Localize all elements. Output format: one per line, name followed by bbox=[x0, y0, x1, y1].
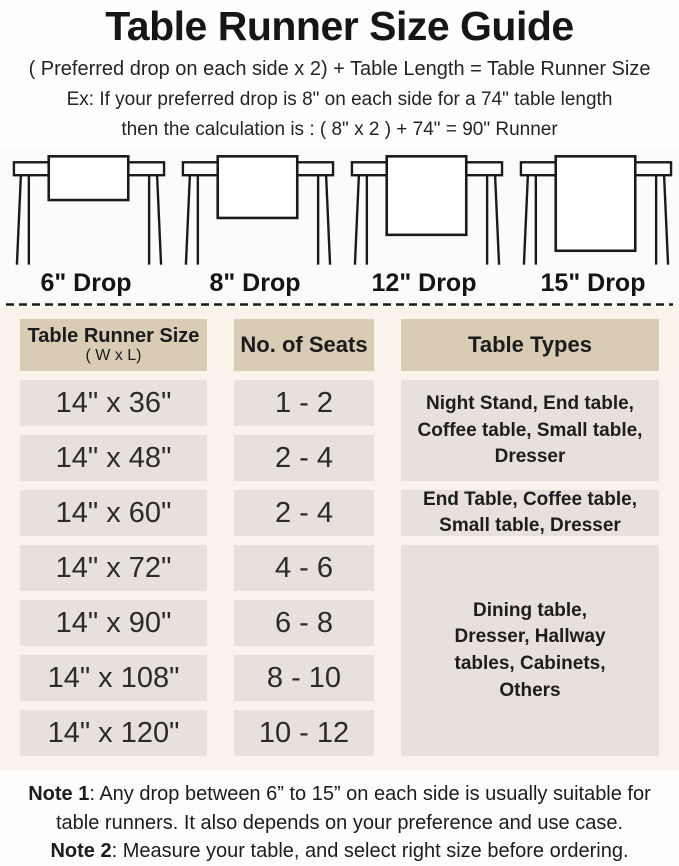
seats-cell: 1 - 2 bbox=[234, 380, 374, 426]
seats-cell: 2 - 4 bbox=[234, 435, 374, 481]
note-2-text: : Measure your table, and select right size before ordering. bbox=[111, 840, 629, 863]
size-guide-table bbox=[0, 307, 679, 770]
header-table-types: Table Types bbox=[401, 319, 659, 371]
notes-section bbox=[0, 770, 679, 865]
drop-label-15in: 15" Drop bbox=[540, 269, 646, 298]
header-runner-size bbox=[20, 319, 207, 371]
dashed-divider bbox=[0, 302, 679, 307]
title-block bbox=[0, 0, 679, 142]
table-runner-drawing-icon bbox=[340, 153, 509, 265]
seats-cell: 4 - 6 bbox=[234, 545, 374, 591]
table-illustration-8in-drop bbox=[171, 153, 340, 265]
drop-label-row bbox=[0, 265, 679, 302]
header-runner-size-sub: ( W x L) bbox=[85, 347, 142, 365]
seats-cell: 8 - 10 bbox=[234, 655, 374, 701]
size-cell: 14" x 90" bbox=[20, 600, 207, 646]
note-1 bbox=[6, 780, 673, 837]
drop-label-12in: 12" Drop bbox=[371, 269, 477, 298]
note-1-label: Note 1 bbox=[28, 783, 90, 806]
table-illustration-15in-drop bbox=[509, 153, 678, 265]
table-illustration-12in-drop bbox=[340, 153, 509, 265]
types-cell-group-1: Night Stand, End table, Coffee table, Small table, Dresser bbox=[401, 380, 659, 481]
seats-cell: 2 - 4 bbox=[234, 490, 374, 536]
illustration-row bbox=[0, 147, 679, 265]
table-runner-drawing-icon bbox=[509, 153, 678, 265]
size-cell: 14" x 108" bbox=[20, 655, 207, 701]
note-2 bbox=[6, 837, 673, 865]
header-no-of-seats: No. of Seats bbox=[234, 319, 374, 371]
drop-label-6in: 6" Drop bbox=[40, 269, 132, 298]
size-cell: 14" x 36" bbox=[20, 380, 207, 426]
header-runner-size-title: Table Runner Size bbox=[27, 325, 200, 348]
table-runner-drawing-icon bbox=[2, 153, 171, 265]
note-1-text: : Any drop between 6” to 15” on each side is usually suitable for table runners. It also depends on your preference and use case. bbox=[55, 783, 651, 834]
table-illustration-6in-drop bbox=[2, 153, 171, 265]
size-cell: 14" x 120" bbox=[20, 710, 207, 756]
size-cell: 14" x 48" bbox=[20, 435, 207, 481]
example-line-2: then the calculation is : ( 8" x 2 ) + 74" = 90" Runner bbox=[121, 118, 558, 140]
example-line-1: Ex: If your preferred drop is 8" on each side for a 74" table length bbox=[66, 89, 613, 111]
table-runner-drawing-icon bbox=[171, 153, 340, 265]
seats-cell: 6 - 8 bbox=[234, 600, 374, 646]
size-cell: 14" x 60" bbox=[20, 490, 207, 536]
page-title: Table Runner Size Guide bbox=[105, 3, 574, 49]
seats-cell: 10 - 12 bbox=[234, 710, 374, 756]
drop-label-8in: 8" Drop bbox=[209, 269, 301, 298]
types-cell-group-3: Dining table, Dresser, Hallway tables, Cabinets, Others bbox=[401, 545, 659, 756]
types-cell-group-2: End Table, Coffee table, Small table, Dresser bbox=[401, 490, 659, 536]
formula-line: ( Preferred drop on each side x 2) + Table Length = Table Runner Size bbox=[28, 58, 651, 81]
size-cell: 14" x 72" bbox=[20, 545, 207, 591]
note-2-label: Note 2 bbox=[50, 840, 112, 863]
